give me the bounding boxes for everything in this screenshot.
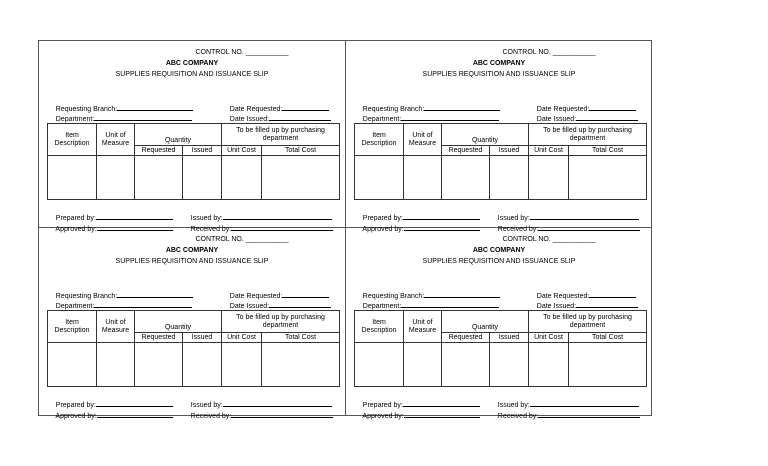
date-issued-line[interactable] bbox=[576, 113, 638, 121]
items-table bbox=[354, 123, 647, 200]
unit-cost-cell[interactable] bbox=[529, 156, 569, 200]
approved-by-label: Approved by: bbox=[55, 226, 97, 233]
date-requested-label: Date Requested: bbox=[229, 106, 283, 113]
received-by-line[interactable] bbox=[538, 410, 640, 418]
prepared-by-label: Prepared by: bbox=[362, 215, 403, 222]
form-title: SUPPLIES REQUISITION AND ISSUANCE SLIP bbox=[422, 71, 576, 78]
issued-by-label: Issued by: bbox=[190, 402, 223, 409]
unit-cost-header: Unit Cost bbox=[529, 333, 569, 343]
item-description-header: Item Description bbox=[355, 124, 404, 156]
items-table bbox=[47, 123, 340, 200]
quantity-header: Quantity bbox=[135, 311, 222, 333]
unit-of-measure-cell[interactable] bbox=[404, 343, 442, 387]
date-issued-line[interactable] bbox=[269, 113, 331, 121]
approved-by-field[interactable] bbox=[355, 401, 480, 430]
form-title: SUPPLIES REQUISITION AND ISSUANCE SLIP bbox=[115, 258, 269, 265]
slip-top-left bbox=[39, 41, 345, 233]
items-table bbox=[47, 310, 340, 387]
issued-by-label: Issued by: bbox=[497, 402, 530, 409]
requested-cell[interactable] bbox=[442, 156, 490, 200]
item-description-cell[interactable] bbox=[48, 343, 97, 387]
requested-header: Requested bbox=[135, 333, 183, 343]
received-by-field[interactable] bbox=[490, 401, 640, 430]
issued-by-label: Issued by: bbox=[190, 215, 223, 222]
prepared-by-label: Prepared by: bbox=[362, 402, 403, 409]
unit-of-measure-cell[interactable] bbox=[404, 156, 442, 200]
received-by-line[interactable] bbox=[231, 410, 333, 418]
requesting-branch-label: Requesting Branch: bbox=[55, 106, 118, 113]
total-cost-header: Total Cost bbox=[262, 146, 340, 156]
requested-header: Requested bbox=[442, 146, 490, 156]
date-requested-label: Date Requested: bbox=[229, 293, 283, 300]
issued-header: Issued bbox=[490, 146, 529, 156]
unit-cost-cell[interactable] bbox=[222, 156, 262, 200]
purchasing-department-header: To be filled up by purchasing department bbox=[222, 311, 340, 333]
company-name: ABC COMPANY bbox=[165, 60, 219, 67]
unit-cost-header: Unit Cost bbox=[529, 146, 569, 156]
date-issued-label: Date Issued: bbox=[229, 116, 270, 123]
unit-of-measure-header: Unit of Measure bbox=[404, 124, 442, 156]
approved-by-line[interactable] bbox=[97, 410, 173, 418]
received-by-label: Received by: bbox=[497, 413, 539, 420]
prepared-by-label: Prepared by: bbox=[55, 402, 96, 409]
date-requested-label: Date Requested: bbox=[536, 106, 590, 113]
item-description-header: Item Description bbox=[48, 311, 97, 343]
department-label: Department: bbox=[362, 116, 402, 123]
total-cost-cell[interactable] bbox=[262, 343, 340, 387]
company-name: ABC COMPANY bbox=[472, 60, 526, 67]
requested-header: Requested bbox=[135, 146, 183, 156]
requested-cell[interactable] bbox=[135, 156, 183, 200]
total-cost-cell[interactable] bbox=[262, 156, 340, 200]
item-description-header: Item Description bbox=[355, 311, 404, 343]
department-label: Department: bbox=[362, 303, 402, 310]
department-label: Department: bbox=[55, 116, 95, 123]
total-cost-header: Total Cost bbox=[569, 146, 647, 156]
date-issued-label: Date Issued: bbox=[536, 116, 577, 123]
requested-cell[interactable] bbox=[442, 343, 490, 387]
unit-cost-cell[interactable] bbox=[529, 343, 569, 387]
issued-cell[interactable] bbox=[183, 343, 222, 387]
company-name: ABC COMPANY bbox=[165, 247, 219, 254]
approved-by-line[interactable] bbox=[404, 410, 480, 418]
total-cost-cell[interactable] bbox=[569, 156, 647, 200]
unit-of-measure-cell[interactable] bbox=[97, 156, 135, 200]
received-by-field[interactable] bbox=[183, 401, 333, 430]
control-number[interactable]: CONTROL NO. ___________ bbox=[195, 236, 289, 243]
approved-by-field[interactable] bbox=[48, 401, 173, 430]
control-number[interactable]: CONTROL NO. ___________ bbox=[502, 49, 596, 56]
received-by-label: Received by: bbox=[190, 226, 232, 233]
issued-header: Issued bbox=[183, 146, 222, 156]
date-issued-label: Date Issued: bbox=[536, 303, 577, 310]
issued-header: Issued bbox=[183, 333, 222, 343]
unit-cost-header: Unit Cost bbox=[222, 146, 262, 156]
department-line[interactable] bbox=[94, 113, 192, 121]
received-by-label: Received by: bbox=[190, 413, 232, 420]
total-cost-header: Total Cost bbox=[569, 333, 647, 343]
received-by-label: Received by: bbox=[497, 226, 539, 233]
control-number[interactable]: CONTROL NO. ___________ bbox=[502, 236, 596, 243]
quantity-header: Quantity bbox=[442, 124, 529, 146]
company-name: ABC COMPANY bbox=[472, 247, 526, 254]
total-cost-header: Total Cost bbox=[262, 333, 340, 343]
form-title: SUPPLIES REQUISITION AND ISSUANCE SLIP bbox=[422, 258, 576, 265]
date-issued-line[interactable] bbox=[269, 300, 331, 308]
prepared-by-label: Prepared by: bbox=[55, 215, 96, 222]
department-line[interactable] bbox=[94, 300, 192, 308]
date-requested-label: Date Requested: bbox=[536, 293, 590, 300]
issued-cell[interactable] bbox=[490, 343, 529, 387]
total-cost-cell[interactable] bbox=[569, 343, 647, 387]
approved-by-label: Approved by: bbox=[362, 413, 404, 420]
control-number[interactable]: CONTROL NO. ___________ bbox=[195, 49, 289, 56]
issued-cell[interactable] bbox=[183, 156, 222, 200]
quantity-header: Quantity bbox=[135, 124, 222, 146]
form-title: SUPPLIES REQUISITION AND ISSUANCE SLIP bbox=[115, 71, 269, 78]
unit-cost-cell[interactable] bbox=[222, 343, 262, 387]
purchasing-department-header: To be filled up by purchasing department bbox=[222, 124, 340, 146]
unit-cost-header: Unit Cost bbox=[222, 333, 262, 343]
requesting-branch-label: Requesting Branch: bbox=[55, 293, 118, 300]
item-description-cell[interactable] bbox=[355, 343, 404, 387]
issued-by-label: Issued by: bbox=[497, 215, 530, 222]
issued-header: Issued bbox=[490, 333, 529, 343]
department-line[interactable] bbox=[401, 300, 499, 308]
department-line[interactable] bbox=[401, 113, 499, 121]
requesting-branch-label: Requesting Branch: bbox=[362, 106, 425, 113]
purchasing-department-header: To be filled up by purchasing department bbox=[529, 124, 647, 146]
date-issued-label: Date Issued: bbox=[229, 303, 270, 310]
unit-of-measure-header: Unit of Measure bbox=[97, 311, 135, 343]
department-label: Department: bbox=[55, 303, 95, 310]
requested-cell[interactable] bbox=[135, 343, 183, 387]
date-issued-line[interactable] bbox=[576, 300, 638, 308]
requesting-branch-label: Requesting Branch: bbox=[362, 293, 425, 300]
requested-header: Requested bbox=[442, 333, 490, 343]
items-table bbox=[354, 310, 647, 387]
approved-by-label: Approved by: bbox=[55, 413, 97, 420]
item-description-cell[interactable] bbox=[355, 156, 404, 200]
purchasing-department-header: To be filled up by purchasing department bbox=[529, 311, 647, 333]
approved-by-label: Approved by: bbox=[362, 226, 404, 233]
slip-bottom-left bbox=[39, 228, 345, 420]
slip-top-right bbox=[346, 41, 652, 233]
unit-of-measure-cell[interactable] bbox=[97, 343, 135, 387]
item-description-header: Item Description bbox=[48, 124, 97, 156]
slip-bottom-right bbox=[346, 228, 652, 420]
quantity-header: Quantity bbox=[442, 311, 529, 333]
unit-of-measure-header: Unit of Measure bbox=[404, 311, 442, 343]
issued-cell[interactable] bbox=[490, 156, 529, 200]
unit-of-measure-header: Unit of Measure bbox=[97, 124, 135, 156]
item-description-cell[interactable] bbox=[48, 156, 97, 200]
